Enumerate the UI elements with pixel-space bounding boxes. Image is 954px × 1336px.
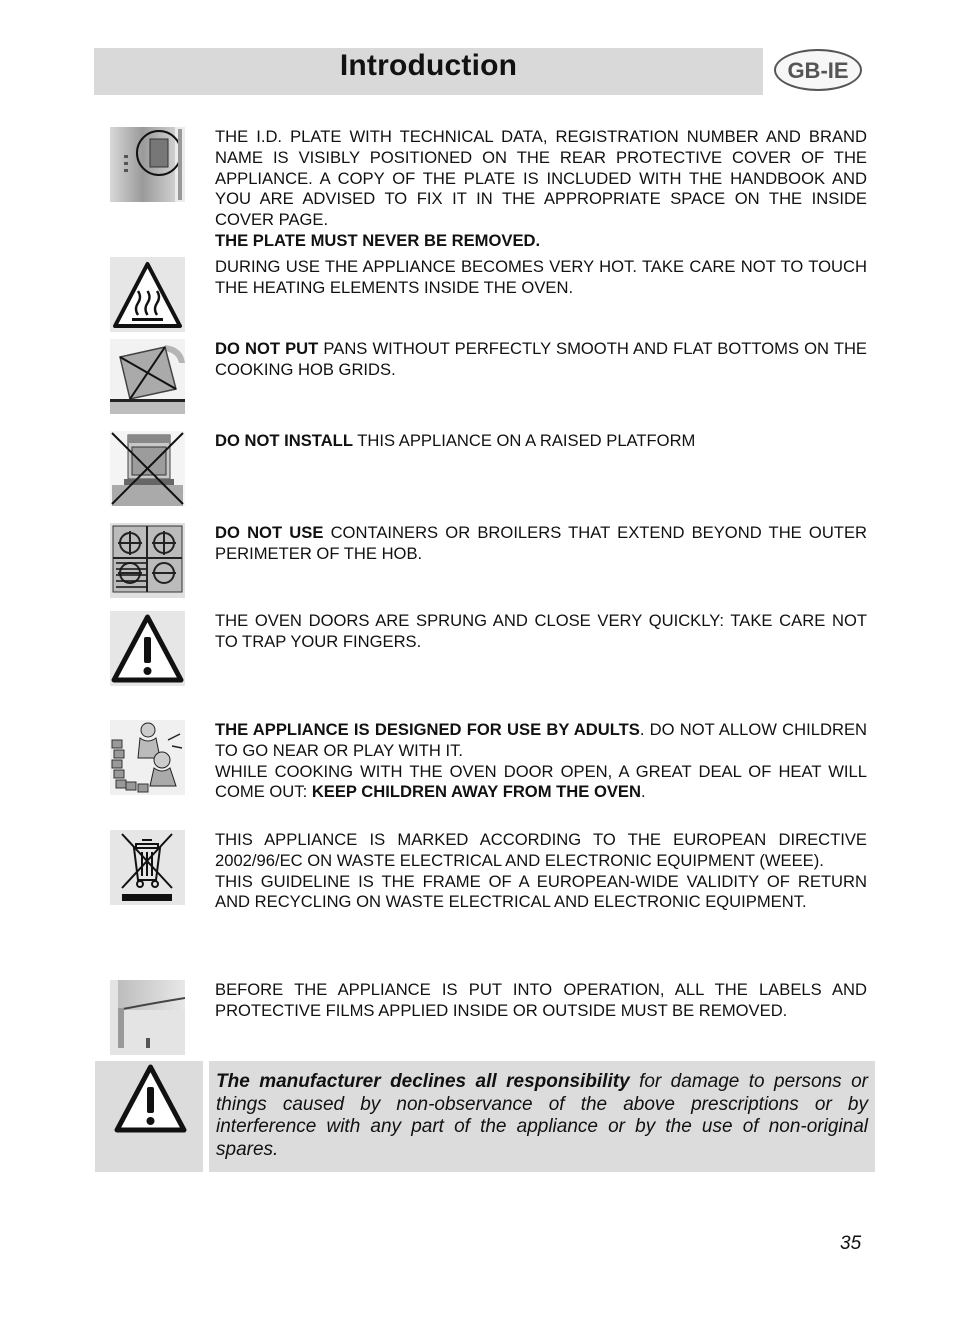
section-platform xyxy=(215,431,867,452)
hot-surface-icon xyxy=(110,257,185,332)
section-bold: KEEP CHILDREN AWAY FROM THE OVEN xyxy=(311,782,641,802)
section-text: THIS GUIDELINE IS THE FRAME OF A EUROPEAN-WIDE VALIDITY OF RETURN AND RECYCLING ON WASTE ELECTRICAL AND ELECTRONIC EQUIPMENT. xyxy=(215,871,867,912)
page-number: 35 xyxy=(840,1233,862,1254)
section-children xyxy=(215,720,867,803)
disclaimer-box xyxy=(95,1061,875,1172)
section-text: THE I.D. PLATE WITH TECHNICAL DATA, REGISTRATION NUMBER AND BRAND NAME IS VISIBLY POSITIONED ON THE REAR PROTECTIVE COVER OF THE APPLIANCE. A COPY OF THE PLATE IS INCLUDED WITH THE HANDBOOK AND YOU ARE ADVISED TO FIX IT IN THE APPROPRIATE SPACE ON THE INSIDE COVER PAGE. xyxy=(215,127,867,230)
disclaimer-icon-cell xyxy=(95,1061,203,1172)
section-text: BEFORE THE APPLIANCE IS PUT INTO OPERATION, ALL THE LABELS AND PROTECTIVE FILMS APPLIED INSIDE OR OUTSIDE MUST BE REMOVED. xyxy=(215,980,867,1020)
section-bold: DO NOT INSTALL xyxy=(215,431,353,450)
section-bold: DO NOT PUT xyxy=(215,339,319,358)
section-text: DURING USE THE APPLIANCE BECOMES VERY HOT. TAKE CARE NOT TO TOUCH THE HEATING ELEMENTS INSIDE THE OVEN. xyxy=(215,257,867,297)
section-text: CONTAINERS OR BROILERS THAT EXTEND BEYOND THE OUTER PERIMETER OF THE HOB. xyxy=(215,523,867,563)
id-plate-icon xyxy=(110,127,185,202)
section-bold: THE APPLIANCE IS DESIGNED FOR USE BY ADULTS xyxy=(215,720,640,739)
no-raised-platform-icon xyxy=(110,431,185,506)
section-text: . DO NOT ALLOW CHILDREN TO GO NEAR OR PLAY WITH IT. xyxy=(215,720,867,760)
disclaimer-body: for damage to persons or things caused by non-observance of the above prescriptions or by interference with any part of the appliance or by the use of non-original spares. xyxy=(216,1071,868,1160)
section-text: PANS WITHOUT PERFECTLY SMOOTH AND FLAT BOTTOMS ON THE COOKING HOB GRIDS. xyxy=(215,339,868,379)
section-bold: THE PLATE MUST NEVER BE REMOVED. xyxy=(215,230,541,250)
hob-grids-icon xyxy=(110,523,185,598)
children-icon xyxy=(110,720,185,795)
weee-bin-icon xyxy=(110,830,185,905)
section-text: THIS APPLIANCE ON A RAISED PLATFORM xyxy=(352,431,696,450)
disclaimer-text xyxy=(216,1071,868,1161)
section-pans xyxy=(215,339,867,381)
disclaimer-text-cell xyxy=(209,1061,875,1172)
section-text: THIS APPLIANCE IS MARKED ACCORDING TO THE EUROPEAN DIRECTIVE 2002/96/EC ON WASTE ELECTRICAL AND ELECTRONIC EQUIPMENT (WEEE). xyxy=(215,830,867,870)
section-weee xyxy=(215,830,867,913)
section-hot-surface xyxy=(215,257,867,299)
page-title: Introduction xyxy=(339,49,518,82)
warning-triangle-icon xyxy=(113,1061,188,1136)
protective-film-icon xyxy=(110,980,185,1055)
section-text: . xyxy=(640,782,646,802)
section-id-plate xyxy=(215,127,867,252)
language-badge xyxy=(774,49,862,91)
section-bold: DO NOT USE xyxy=(215,523,324,542)
warning-triangle-icon xyxy=(110,611,185,686)
section-films xyxy=(215,980,867,1022)
section-hob xyxy=(215,523,867,565)
disclaimer-bold: The manufacturer declines all responsibility xyxy=(216,1071,630,1092)
section-text: THE OVEN DOORS ARE SPRUNG AND CLOSE VERY QUICKLY: TAKE CARE NOT TO TRAP YOUR FINGERS. xyxy=(215,611,867,651)
section-text: WHILE COOKING WITH THE OVEN DOOR OPEN, A GREAT DEAL OF HEAT WILL COME OUT: xyxy=(215,761,867,802)
header-bar xyxy=(94,48,763,95)
language-badge-label: GB-IE xyxy=(787,58,849,83)
section-doors xyxy=(215,611,867,653)
no-uneven-pans-icon xyxy=(110,339,185,414)
